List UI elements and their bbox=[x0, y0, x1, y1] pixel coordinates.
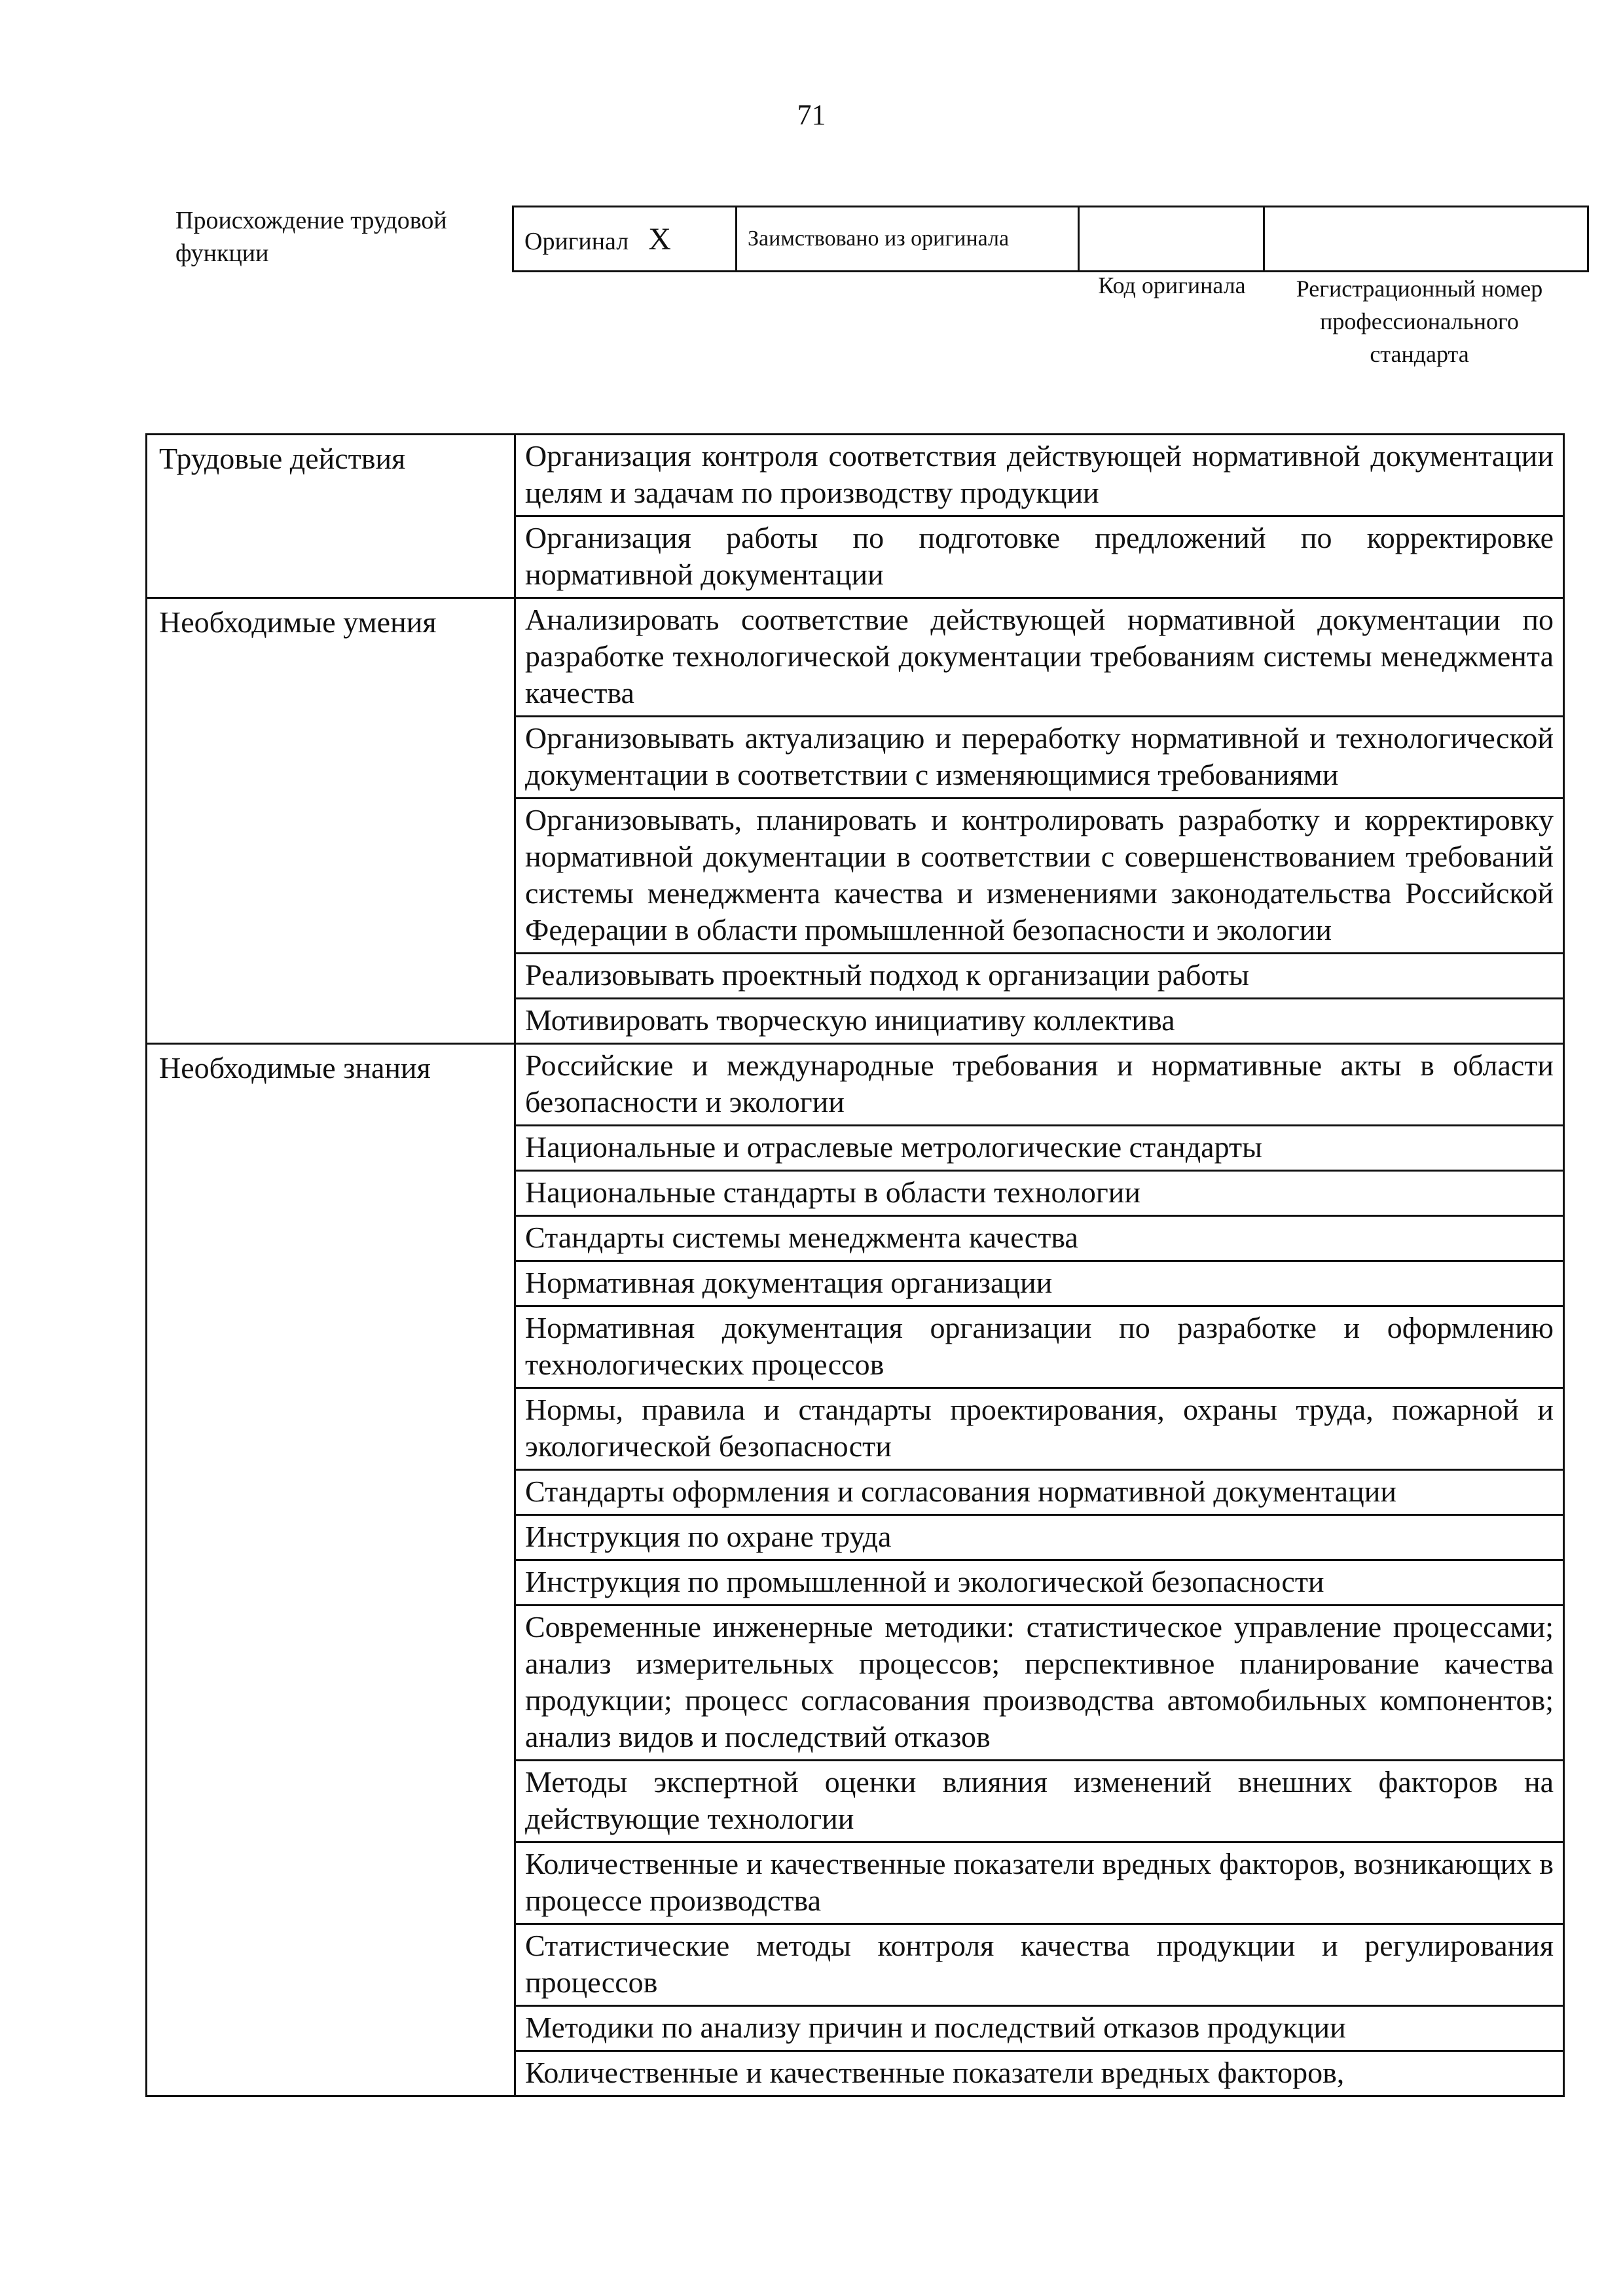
row-label: Необходимые умения bbox=[147, 598, 515, 1044]
row-label: Необходимые знания bbox=[147, 1044, 515, 2096]
list-item: Современные инженерные методики: статистическое управление процессами; анализ измерительных процессов; перспективное планирование качества продукции; процесс согласования производства автомобильных компонентов; анализ видов и последствий отказов bbox=[516, 1606, 1563, 1761]
list-item: Статистические методы контроля качества продукции и регулирования процессов bbox=[516, 1925, 1563, 2007]
list-item: Инструкция по промышленной и экологической безопасности bbox=[516, 1561, 1563, 1606]
origin-table bbox=[512, 206, 1589, 272]
table-row bbox=[147, 435, 1564, 598]
row-label: Трудовые действия bbox=[147, 435, 515, 598]
row-items bbox=[515, 598, 1564, 1044]
code-original-caption: Код оригинала bbox=[1098, 272, 1246, 298]
borrowed-cell: Заимствовано из оригинала bbox=[737, 207, 1079, 272]
origin-label: Происхождение трудовой функции bbox=[175, 207, 447, 267]
labor-function-table bbox=[145, 433, 1565, 2097]
list-item: Реализовывать проектный подход к организации работы bbox=[516, 954, 1563, 999]
list-item: Методы экспертной оценки влияния изменений внешних факторов на действующие технологии bbox=[516, 1761, 1563, 1843]
registration-number-caption: Регистрационный номер профессионального стандарта bbox=[1296, 276, 1543, 367]
original-cell bbox=[513, 207, 737, 272]
list-item: Организовывать, планировать и контролировать разработку и корректировку нормативной документации в соответствии с совершенствованием требований системы менеджмента качества и изменениями законодательства Российской Федерации в области промышленной безопасности и экологии bbox=[516, 799, 1563, 954]
list-item: Стандарты оформления и согласования нормативной документации bbox=[516, 1471, 1563, 1516]
table-row bbox=[147, 598, 1564, 1044]
list-item: Нормативная документация организации по разработке и оформлению технологических процессов bbox=[516, 1307, 1563, 1389]
list-item: Российские и международные требования и нормативные акты в области безопасности и экологии bbox=[516, 1045, 1563, 1126]
original-label: Оригинал bbox=[524, 227, 629, 255]
list-item: Количественные и качественные показатели вредных факторов, возникающих в процессе производства bbox=[516, 1843, 1563, 1925]
list-item: Нормы, правила и стандарты проектирования, охраны труда, пожарной и экологической безопасности bbox=[516, 1389, 1563, 1471]
list-item: Национальные стандарты в области технологии bbox=[516, 1172, 1563, 1217]
list-item: Инструкция по охране труда bbox=[516, 1516, 1563, 1561]
list-item: Количественные и качественные показатели вредных факторов, bbox=[525, 2056, 1345, 2089]
list-item: Стандарты системы менеджмента качества bbox=[516, 1217, 1563, 1262]
list-item: Анализировать соответствие действующей нормативной документации по разработке технологической документации требованиям системы менеджмента качества bbox=[516, 599, 1563, 717]
code-original-cell bbox=[1079, 207, 1264, 272]
registration-number-cell bbox=[1264, 207, 1588, 272]
list-item: Мотивировать творческую инициативу коллектива bbox=[525, 1003, 1175, 1037]
list-item: Нормативная документация организации bbox=[516, 1262, 1563, 1307]
list-item: Национальные и отраслевые метрологические стандарты bbox=[516, 1126, 1563, 1172]
list-item: Организация контроля соответствия действующей нормативной документации целям и задачам по производству продукции bbox=[516, 435, 1563, 517]
list-item: Методики по анализу причин и последствий отказов продукции bbox=[516, 2007, 1563, 2052]
page-number: 71 bbox=[797, 99, 826, 131]
original-mark: X bbox=[648, 221, 671, 257]
table-row bbox=[147, 1044, 1564, 2096]
row-items bbox=[515, 1044, 1564, 2096]
list-item: Организация работы по подготовке предложений по корректировке нормативной документации bbox=[525, 521, 1554, 591]
list-item: Организовывать актуализацию и переработку нормативной и технологической документации в соответствии с изменяющимися требованиями bbox=[516, 717, 1563, 799]
row-items bbox=[515, 435, 1564, 598]
